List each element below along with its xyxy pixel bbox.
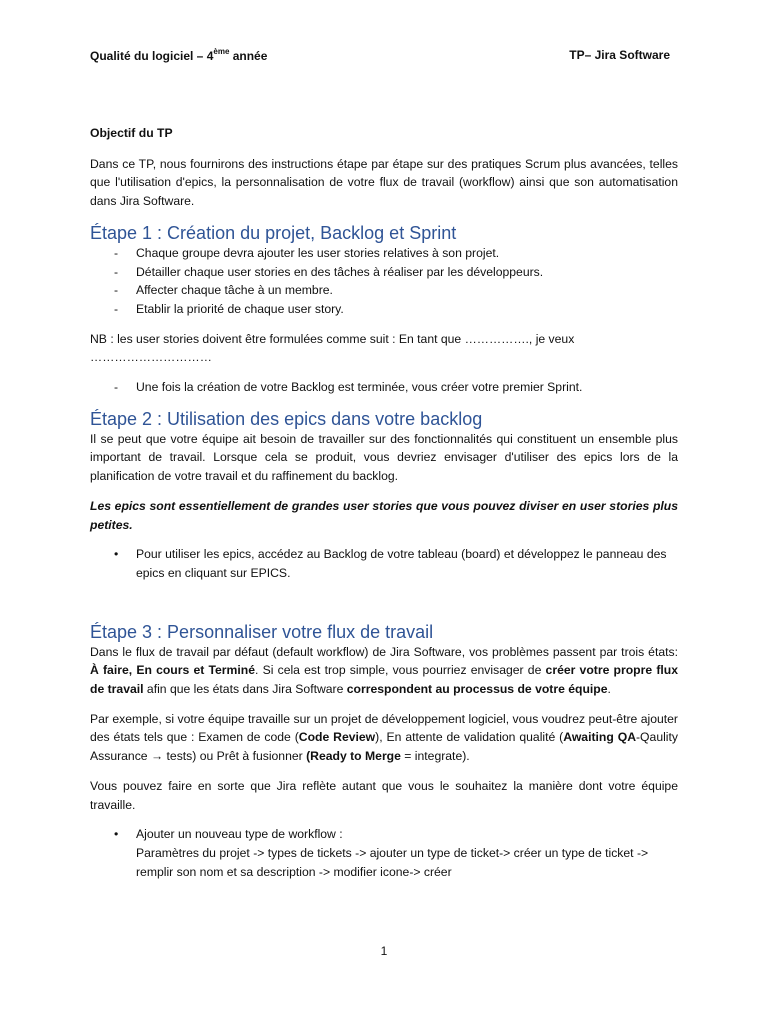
- objective-text: Dans ce TP, nous fournirons des instructions étape par étape sur des pratiques Scrum plus avancées, telles que l'utilisation d'epics, la personnalisation de votre flux de travail (workflow) ainsi que son automatisation dans Jira Software.: [90, 156, 678, 209]
- header-course-title: Qualité du logiciel – 4ème année: [90, 47, 268, 63]
- step1-heading: Étape 1 : Création du projet, Backlog et Sprint: [90, 222, 457, 243]
- list-item: - Etablir la priorité de chaque user story.: [90, 300, 678, 319]
- step3-paragraph-3: Vous pouvez faire en sorte que Jira reflète autant que vous le souhaitez la manière dont votre équipe travaille.: [90, 778, 678, 812]
- list-item: - Une fois la création de votre Backlog est terminée, vous créer votre premier Sprint.: [90, 378, 678, 397]
- list-item: - Affecter chaque tâche à un membre.: [90, 281, 678, 300]
- step3-list: [90, 825, 678, 881]
- document-body: [90, 124, 678, 881]
- objective-title: Objectif du TP: [90, 126, 173, 140]
- step2-heading: Étape 2 : Utilisation des epics dans votre backlog: [90, 408, 483, 429]
- list-item: - Détailler chaque user stories en des tâches à réaliser par les développeurs.: [90, 263, 678, 282]
- page-header: [90, 48, 670, 64]
- step3-paragraph-1: Dans le flux de travail par défaut (default workflow) de Jira Software, vos problèmes passent par trois états: À faire, En cours et Terminé. Si cela est trop simple, vous pourriez envisager de créer votre propre flux de travail afin que les états dans Jira Software correspondent au processus de votre équipe.: [90, 644, 679, 697]
- step2-emphasis: Les epics sont essentiellement de grandes user stories que vous pouvez diviser en user stories plus petites.: [90, 498, 678, 532]
- list-item: • Ajouter un nouveau type de workflow : Paramètres du projet -> types de tickets -> ajouter un type de ticket-> créer un type de ticket -> remplir son nom et sa description -> modifier icone-> créer: [90, 825, 678, 881]
- step2-text: Il se peut que votre équipe ait besoin de travailler sur des fonctionnalités qui constituent un ensemble plus important de travail. Lorsque cela se produit, vous devriez envisager d'utiliser des epics lors de la planification de votre travail et du raffinement du backlog.: [90, 431, 678, 484]
- nb-note: NB : les user stories doivent être formulées comme suit : En tant que ……………., je veux …………………………: [90, 331, 575, 365]
- list-item: • Pour utiliser les epics, accédez au Backlog de votre tableau (board) et développez le panneau des epics en cliquant sur EPICS.: [90, 545, 678, 582]
- step3-paragraph-2: Par exemple, si votre équipe travaille sur un projet de développement logiciel, vous voudrez peut-être ajouter des états tels que : Examen de code (Code Review), En attente de validation qualité (Awaiting QA-Qaulity Assurance → tests) ou Prêt à fusionner (Ready to Merge = integrate).: [90, 711, 678, 764]
- step3-heading: Étape 3 : Personnaliser votre flux de travail: [90, 621, 434, 642]
- step1-list-after: [90, 378, 678, 397]
- step2-list: [90, 545, 678, 582]
- step1-list: [90, 244, 678, 319]
- list-item: - Chaque groupe devra ajouter les user stories relatives à son projet.: [90, 244, 678, 263]
- header-tp-title: TP– Jira Software: [569, 48, 670, 62]
- page-number: 1: [380, 944, 388, 958]
